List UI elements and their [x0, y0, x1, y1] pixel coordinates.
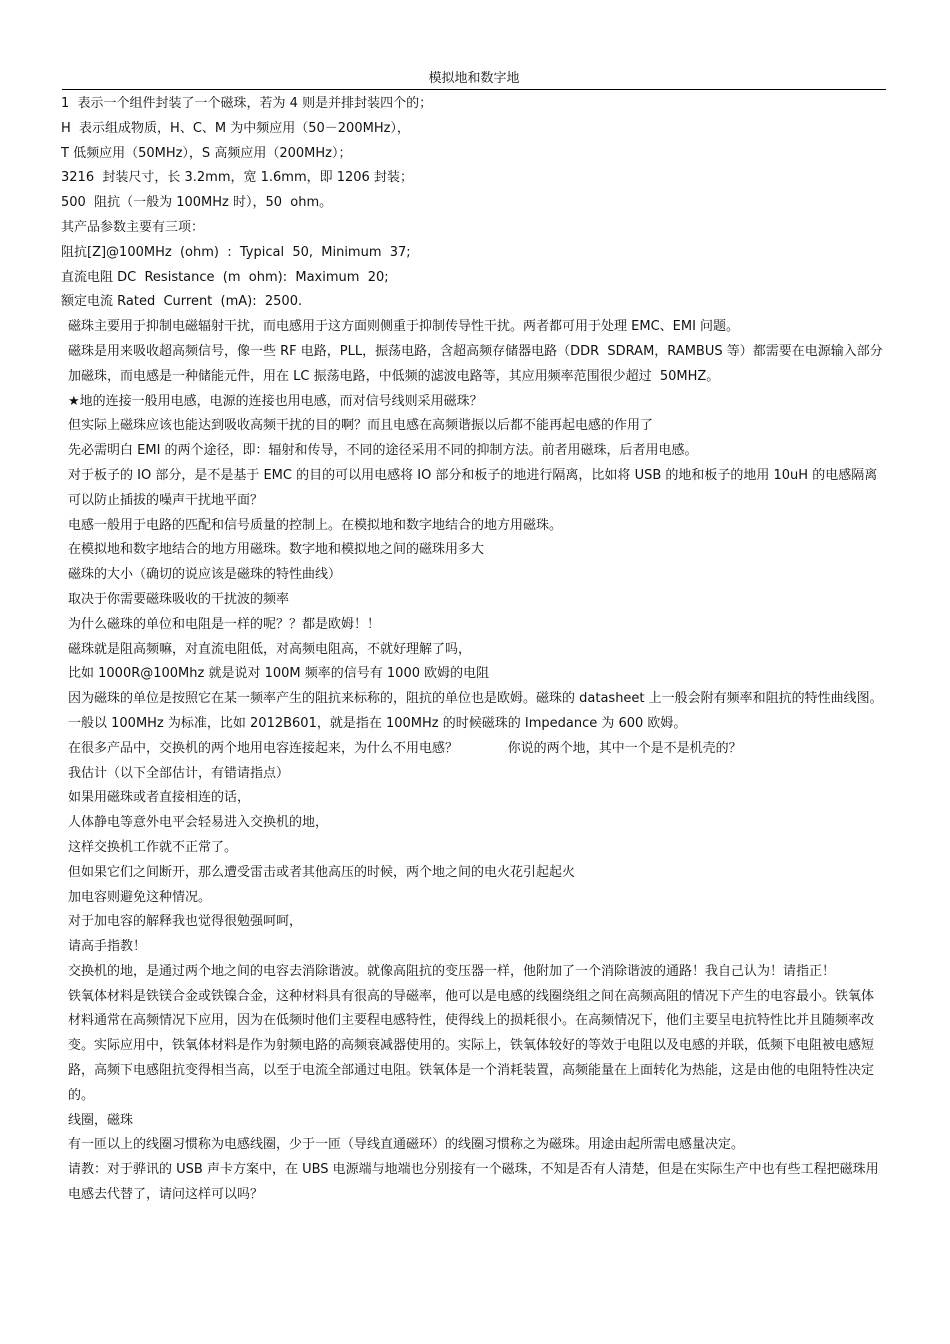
document-body [61, 92, 883, 1208]
paragraph: 交换机的地，是通过两个地之间的电容去消除谐波。就像高阻抗的变压器一样，他附加了一个消除谐波的通路！我自己认为！请指正！ [68, 963, 836, 979]
paragraph: 有一匝以上的线圈习惯称为电感线圈，少于一匝（导线直通磁环）的线圈习惯称之为磁珠。用途由起所需电感量决定。 [68, 1137, 745, 1153]
paragraph: ★地的连接一般用电感，电源的连接也用电感，而对信号线则采用磁珠？ [68, 393, 483, 409]
paragraph: 请教：对于骅讯的 USB 声卡方案中，在 UBS 电源端与地端也分别接有一个磁珠，不知是否有人清楚，但是在实际生产中也有些工程把磁珠用电感去代替了，请问这样可以吗？ [68, 1162, 879, 1203]
paragraph: 在模拟地和数字地结合的地方用磁珠。数字地和模拟地之间的磁珠用多大 [68, 542, 485, 558]
paragraph: 如果用磁珠或者直接相连的话， [68, 790, 251, 806]
paragraph: 我估计（以下全部估计，有错请指点） [68, 765, 290, 781]
page-header-title: 模拟地和数字地 [428, 71, 520, 86]
paragraph: T 低频应用（50MHz），S 高频应用（200MHz）； [61, 145, 352, 161]
paragraph: 磁珠就是阻高频嘛，对直流电阻低，对高频电阻高，不就好理解了吗， [68, 641, 472, 657]
header-divider [62, 89, 886, 90]
paragraph: 人体静电等意外电平会轻易进入交换机的地， [68, 815, 329, 831]
paragraph: 这样交换机工作就不正常了。 [68, 839, 238, 855]
paragraph: 对于加电容的解释我也觉得很勉强呵呵， [68, 914, 303, 930]
paragraph: 500 阻抗（一般为 100MHz 时），50 ohm。 [61, 195, 333, 211]
paragraph: 磁珠主要用于抑制电磁辐射干扰，而电感用于这方面则侧重于抑制传导性干扰。两者都可用于处理 EMC、EMI 问题。 [68, 319, 740, 335]
paragraph: 先必需明白 EMI 的两个途径，即：辐射和传导，不同的途径采用不同的抑制方法。前者用磁珠，后者用电感。 [68, 443, 698, 459]
paragraph: H 表示组成物质，H、C、M 为中频应用（50－200MHz）， [61, 120, 410, 136]
paragraph: 直流电阻 DC Resistance (m ohm): Maximum 20; [61, 269, 389, 285]
paragraph: 但如果它们之间断开，那么遭受雷击或者其他高压的时候，两个地之间的电火花引起起火 [68, 864, 576, 880]
paragraph: 阻抗[Z]@100MHz (ohm) : Typical 50, Minimum 37; [61, 244, 411, 260]
paragraph: 3216 封装尺寸，长 3.2mm，宽 1.6mm，即 1206 封装； [61, 170, 413, 186]
paragraph: 磁珠是用来吸收超高频信号，像一些 RF 电路，PLL，振荡电路，含超高频存储器电路（DDR SDRAM，RAMBUS 等）都需要在电源输入部分加磁珠，而电感是一种储能元件，用在 LC 振荡电路，中低频的滤波电路等，其应用频率范围很少超过 50MHZ。 [68, 343, 883, 384]
paragraph: 取决于你需要磁珠吸收的干扰波的频率 [68, 591, 290, 607]
paragraph: 为什么磁珠的单位和电阻是一样的呢？？都是欧姆！！ [68, 616, 381, 632]
paragraph: 额定电流 Rated Current (mA): 2500. [61, 294, 303, 310]
paragraph: 1 表示一个组件封装了一个磁珠，若为 4 则是并排封装四个的； [61, 96, 433, 111]
paragraph: 电感一般用于电路的匹配和信号质量的控制上。在模拟地和数字地结合的地方用磁珠。 [68, 517, 563, 533]
paragraph: 加电容则避免这种情况。 [68, 889, 212, 905]
paragraph: 铁氧体材料是铁镁合金或铁镍合金，这种材料具有很高的导磁率，他可以是电感的线圈绕组之间在高频高阻的情况下产生的电容最小。铁氧体材料通常在高频情况下应用，因为在低频时他们主要程电感特性，使得线上的损耗很小。在高频情况下，他们主要呈电抗特性比并且随频率改变。实际应用中，铁氧体材料是作为射频电路的高频衰减器使用的。实际上，铁氧体较好的等效于电阻以及电感的并联，低频下电阻被电感短路，高频下电感阻抗变得相当高，以至于电流全部通过电阻。铁氧体是一个消耗装置，高频能量在上面转化为热能，这是由他的电阻特性决定的。 [68, 988, 875, 1103]
paragraph: 比如 1000R@100Mhz 就是说对 100M 频率的信号有 1000 欧姆的电阻 [68, 666, 490, 682]
paragraph: 请高手指教！ [68, 939, 147, 955]
paragraph: 线圈，磁珠 [68, 1112, 134, 1128]
paragraph: 其产品参数主要有三项： [61, 219, 205, 235]
paragraph: 但实际上磁珠应该也能达到吸收高频干扰的目的啊？而且电感在高频谐振以后都不能再起电感的作用了 [68, 418, 654, 434]
paragraph: 因为磁珠的单位是按照它在某一频率产生的阻抗来标称的，阻抗的单位也是欧姆。磁珠的 datasheet 上一般会附有频率和阻抗的特性曲线图。一般以 100MHz 为标准，比如 2012B601，就是指在 100MHz 的时候磁珠的 Impedance 为 600 欧姆。 [68, 691, 883, 731]
paragraph: 在很多产品中，交换机的两个地用电容连接起来，为什么不用电感？ 你说的两个地，其中一个是不是机壳的？ [68, 740, 742, 756]
paragraph: 对于板子的 IO 部分，是不是基于 EMC 的目的可以用电感将 IO 部分和板子的地进行隔离，比如将 USB 的地和板子的地用 10uH 的电感隔离可以防止插拔的噪声干扰地平面？ [68, 467, 878, 508]
paragraph: 磁珠的大小（确切的说应该是磁珠的特性曲线） [68, 567, 342, 583]
